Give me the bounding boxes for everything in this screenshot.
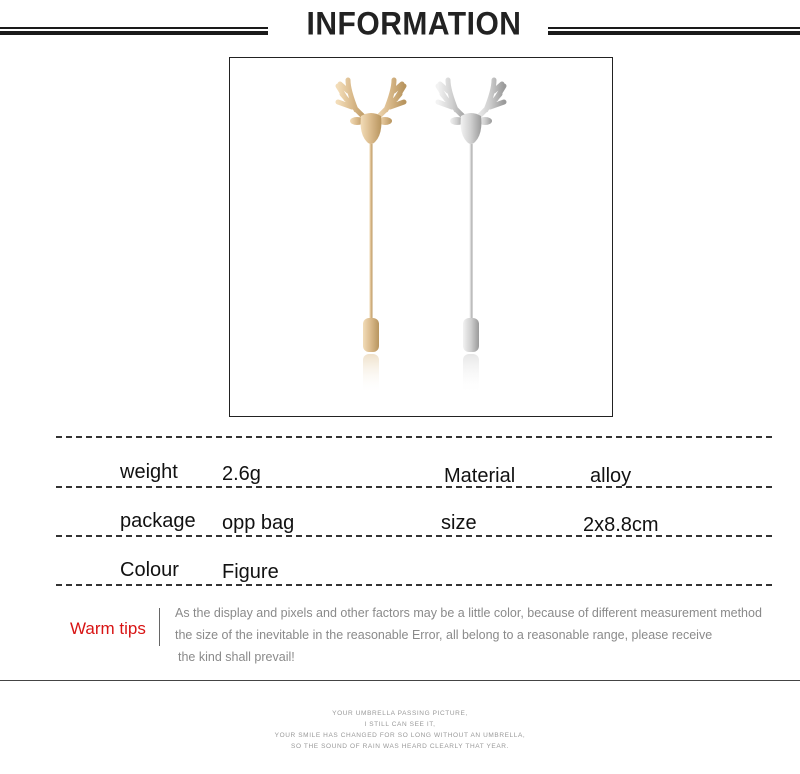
divider [56, 486, 772, 488]
warm-tips-label: Warm tips [70, 619, 146, 638]
gold-deer-pin [338, 80, 404, 394]
package-value: opp bag [222, 512, 295, 534]
footer-line: YOUR SMILE HAS CHANGED FOR SO LONG WITHOUT AN UMBRELLA, [274, 732, 526, 739]
weight-value: 2.6g [222, 463, 261, 485]
colour-label: Colour [120, 559, 179, 581]
divider [56, 436, 772, 438]
deer-pins-illustration [230, 58, 612, 416]
footer-line: I STILL CAN SEE IT, [364, 721, 436, 728]
material-label: Material [444, 465, 516, 487]
weight-label: weight [120, 461, 178, 483]
footer-line: SO THE SOUND OF RAIN WAS HEARD CLEARLY THAT YEAR. [291, 743, 509, 750]
size-value: 2x8.8cm [583, 514, 659, 536]
package-label: package [120, 510, 196, 532]
header-rule-right [548, 27, 800, 35]
divider [56, 584, 772, 586]
divider [56, 535, 772, 537]
colour-value: Figure [222, 561, 279, 583]
footer-line: YOUR UMBRELLA PASSING PICTURE, [332, 710, 468, 717]
size-label: size [441, 512, 477, 534]
warm-tips-line: the kind shall prevail! [178, 650, 295, 664]
silver-deer-pin [438, 80, 504, 394]
product-image [229, 57, 613, 417]
material-value: alloy [590, 465, 632, 487]
page-title: INFORMATION [306, 6, 522, 43]
warm-tips-line: As the display and pixels and other factors may be a little color, because of different measurement method [175, 606, 762, 620]
warm-tips-line: the size of the inevitable in the reasonable Error, all belong to a reasonable range, please receive [175, 628, 713, 642]
footer-rule [0, 680, 800, 681]
warm-tips-separator [159, 608, 160, 646]
header-rule-left [0, 27, 268, 35]
